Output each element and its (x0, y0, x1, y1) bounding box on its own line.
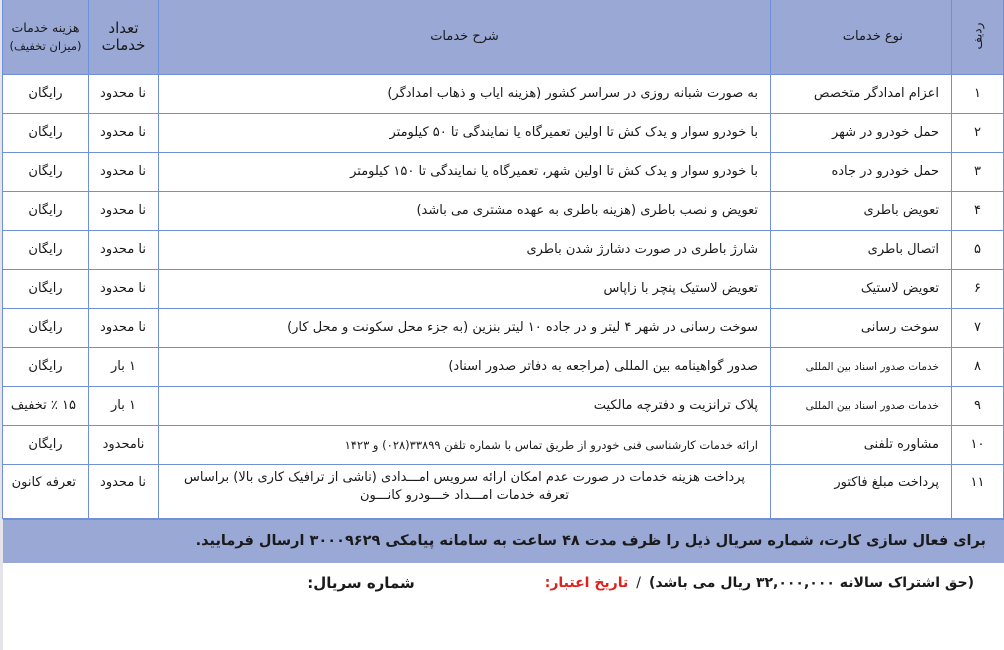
serial-number-label: شماره سریال: (307, 573, 415, 592)
row-service-type: مشاوره تلفنی (771, 425, 952, 464)
row-cost: رایگان (3, 425, 89, 464)
row-count: نامحدود (89, 425, 159, 464)
row-description: صدور گواهینامه بین المللی (مراجعه به دفاتر صدور اسناد) (159, 347, 771, 386)
table-row (3, 308, 1004, 347)
table-row (3, 191, 1004, 230)
row-cost: رایگان (3, 191, 89, 230)
row-description: ارائه خدمات کارشناسی فنی خودرو از طریق تماس با شماره تلفن ۳۳۸۹۹(۰۲۸) و ۱۴۲۳ (159, 425, 771, 464)
row-index: ۳ (952, 152, 1004, 191)
footer-info (3, 563, 1004, 603)
row-index: ۸ (952, 347, 1004, 386)
row-description: تعویض و نصب باطری (هزینه باطری به عهده مشتری می باشد) (159, 191, 771, 230)
row-count: نا محدود (89, 113, 159, 152)
annual-fee-text: (حق اشتراک سالانه ۳۲,۰۰۰,۰۰۰ ریال می باشد) (648, 574, 974, 591)
row-index: ۵ (952, 230, 1004, 269)
row-count: نا محدود (89, 230, 159, 269)
row-count: نا محدود (89, 269, 159, 308)
row-description: پلاک ترانزیت و دفترچه مالکیت (159, 386, 771, 425)
row-description: پرداخت هزینه خدمات در صورت عدم امکان ارائه سرویس امـــدادی (ناشی از ترافیک کاری بالا) براساس تعرفه خدمات امـــداد خـــودرو کانـــون (159, 464, 771, 518)
row-cost: تعرفه کانون (3, 464, 89, 518)
row-description: با خودرو سوار و یدک کش تا اولین شهر، تعمیرگاه یا نمایندگی تا ۱۵۰ کیلومتر (159, 152, 771, 191)
row-count: ۱ بار (89, 347, 159, 386)
row-count: ۱ بار (89, 386, 159, 425)
row-index: ۱۰ (952, 425, 1004, 464)
row-index: ۷ (952, 308, 1004, 347)
row-index: ۴ (952, 191, 1004, 230)
table-row (3, 230, 1004, 269)
row-service-type: خدمات صدور اسناد بین المللی (771, 347, 952, 386)
row-service-type: پرداخت مبلغ فاکتور (771, 464, 952, 518)
row-cost: رایگان (3, 152, 89, 191)
table-row (3, 347, 1004, 386)
table-row (3, 113, 1004, 152)
table-row (3, 74, 1004, 113)
header-index: ردیف (952, 0, 1004, 74)
table-row (3, 464, 1004, 518)
row-description: تعویض لاستیک پنچر با زاپاس (159, 269, 771, 308)
row-cost: رایگان (3, 269, 89, 308)
row-index: ۶ (952, 269, 1004, 308)
header-count: تعداد خدمات (89, 0, 159, 74)
row-description: به صورت شبانه روزی در سراسر کشور (هزینه ایاب و ذهاب امدادگر) (159, 74, 771, 113)
header-service-type: نوع خدمات (771, 0, 952, 74)
row-service-type: تعویض لاستیک (771, 269, 952, 308)
separator: / (636, 574, 641, 591)
row-count: نا محدود (89, 152, 159, 191)
row-cost: رایگان (3, 113, 89, 152)
row-index: ۱۱ (952, 464, 1004, 518)
expiry-date-label: تاریخ اعتبار: (544, 574, 629, 591)
services-table (2, 0, 1004, 519)
row-count: نا محدود (89, 191, 159, 230)
row-index: ۲ (952, 113, 1004, 152)
row-count: نا محدود (89, 464, 159, 518)
row-index: ۹ (952, 386, 1004, 425)
row-cost: رایگان (3, 74, 89, 113)
header-cost: هزینه خدمات (میزان تخفیف) (3, 0, 89, 74)
row-service-type: حمل خودرو در جاده (771, 152, 952, 191)
table-row (3, 425, 1004, 464)
row-cost: ۱۵ ٪ تخفیف (3, 386, 89, 425)
row-service-type: تعویض باطری (771, 191, 952, 230)
table-row (3, 269, 1004, 308)
row-description: با خودرو سوار و یدک کش تا اولین تعمیرگاه یا نمایندگی تا ۵۰ کیلومتر (159, 113, 771, 152)
row-service-type: اتصال باطری (771, 230, 952, 269)
row-count: نا محدود (89, 308, 159, 347)
activation-notice: برای فعال سازی کارت، شماره سریال ذیل را ظرف مدت ۴۸ ساعت به سامانه پیامکی ۳۰۰۰۹۶۲۹ ارسال فرمایید. (3, 519, 1004, 563)
row-cost: رایگان (3, 230, 89, 269)
table-row (3, 386, 1004, 425)
row-index: ۱ (952, 74, 1004, 113)
row-description: شارژ باطری در صورت دشارژ شدن باطری (159, 230, 771, 269)
row-service-type: اعزام امدادگر متخصص (771, 74, 952, 113)
row-cost: رایگان (3, 308, 89, 347)
row-description: سوخت رسانی در شهر ۴ لیتر و در جاده ۱۰ لیتر بنزین (به جزء محل سکونت و محل کار) (159, 308, 771, 347)
row-cost: رایگان (3, 347, 89, 386)
row-service-type: حمل خودرو در شهر (771, 113, 952, 152)
service-card-document (3, 0, 1004, 650)
header-description: شرح خدمات (159, 0, 771, 74)
row-service-type: سوخت رسانی (771, 308, 952, 347)
row-service-type: خدمات صدور اسناد بین المللی (771, 386, 952, 425)
row-count: نا محدود (89, 74, 159, 113)
table-row (3, 152, 1004, 191)
table-header-row (3, 0, 1004, 74)
